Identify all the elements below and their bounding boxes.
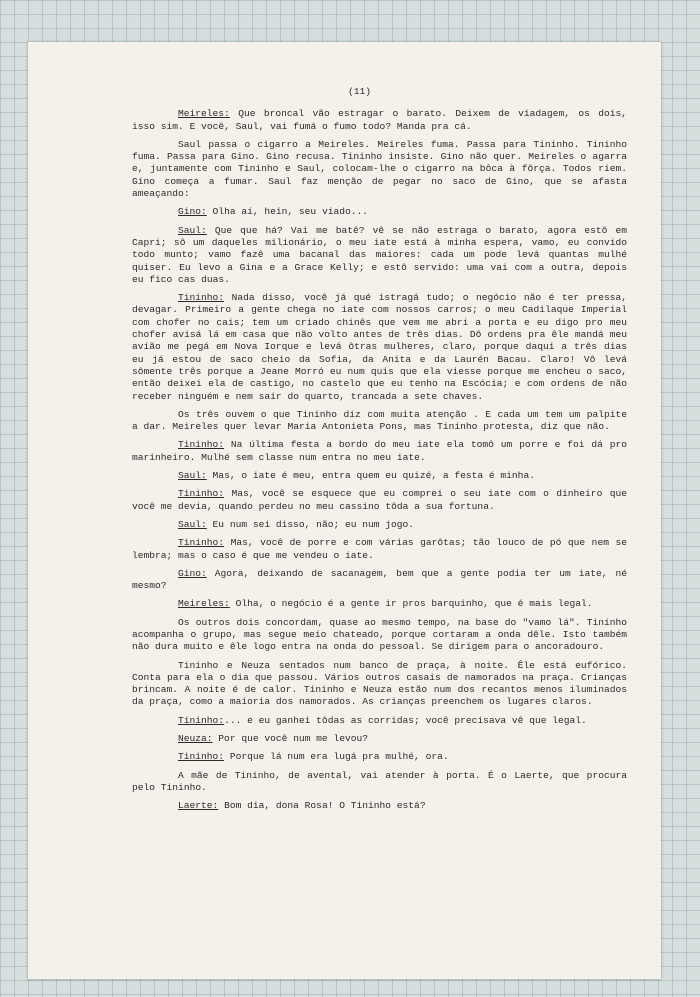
dialogue-line	[132, 568, 627, 593]
speaker-name: Meireles:	[178, 108, 230, 120]
speaker-name: Meireles:	[178, 598, 230, 610]
script-body	[132, 108, 627, 812]
dialogue-text: Agora, deixando de sacanagem, bem que a gente podia ter um iate, né mesmo?	[132, 567, 627, 592]
dialogue-text: Olha, o negócio é a gente ir pros barquinho, que é mais legal.	[229, 598, 593, 610]
dialogue-line	[132, 733, 627, 745]
dialogue-line	[132, 751, 627, 763]
speaker-name: Tininho:	[178, 537, 225, 549]
stage-direction: Saul passa o cigarro a Meireles. Meireles fuma. Passa para Tininho. Tininho fuma. Passa para Gino. Gino recusa. Tininho insiste. Gino não quer. Meireles o agarra e, juntamente com Tininho e Saul, colocam-lhe o cigarro na bôca à fôrça. Todos riem. Gino começa a fumar. Saul faz menção de pegar no saco de Gino, que se afasta ameaçando:	[132, 138, 627, 200]
speaker-name: Tininho:	[178, 714, 225, 726]
dialogue-text: Que broncal vão estragar o barato. Deixem de viadagem, os dois, isso sim. E você, Saul, vai fumá o fumo todo? Manda pra cá.	[132, 108, 627, 132]
speaker-name: Saul:	[178, 518, 207, 530]
dialogue-text: Por que você num me levou?	[212, 733, 368, 745]
dialogue-line	[132, 488, 627, 513]
speaker-name: Tininho:	[178, 439, 225, 451]
speaker-name: Neuza:	[178, 733, 213, 745]
typed-page	[28, 42, 661, 979]
speaker-name: Saul:	[178, 224, 207, 236]
dialogue-line	[132, 439, 627, 464]
stage-direction: Tininho e Neuza sentados num banco de praça, à noite. Êle está eufórico. Conta para ela o dia que passou. Vários outros casais de namorados na praça. Crianças brincam. A noite é de calor. Tininho e Neuza estão num dos recantos menos iluminados da praça, como a maioria dos namorados. As crianças preenchem os lugares claros.	[132, 659, 627, 708]
dialogue-text: Bom dia, dona Rosa! O Tininho está?	[218, 800, 426, 812]
dialogue-line	[132, 108, 627, 133]
dialogue-line	[132, 598, 627, 610]
dialogue-line	[132, 800, 627, 812]
speaker-name: Tininho:	[178, 292, 225, 304]
dialogue-text: Porque lá num era lugá pra mulhé, ora.	[224, 751, 449, 763]
dialogue-text: Mas, você de porre e com várias garôtas; tão louco de pó que nem se lembra; mas o caso é que me vendeu o iate.	[132, 537, 627, 561]
dialogue-line	[132, 225, 627, 286]
dialogue-text: Na última festa a bordo do meu iate ela tomô um porre e foi dá pro marinheiro. Mulhé sem classe num entra no meu iate.	[132, 439, 627, 463]
dialogue-text: Mas, você se esquece que eu comprei o seu iate com o dinheiro que você me devia, quando perdeu no meu cassino tôda a sua fortuna.	[132, 488, 627, 512]
dialogue-text: Eu num sei disso, não; eu num jogo.	[206, 518, 415, 530]
stage-direction: Os três ouvem o que Tininho diz com muita atenção . E cada um tem um palpite a dar. Meireles quer levar Maria Antonieta Pons, mas Tininho protesta, diz que não.	[132, 408, 627, 433]
page-number: (11)	[347, 86, 372, 97]
dialogue-text: Que que há? Vai me batê? vê se não estraga o barato, agora estô em Capri; sô um daqueles milionário, o meu iate está à minha espera, vamo, eu convido todo munto; vamo fazê uma bacanal das maiores: cada um pode levá quantas mulhé quiser. Eu levo a Gina e a Grace Kelly; e estô servido: uma vai com a outra, depois eu fico cas duas.	[132, 224, 627, 285]
stage-direction: Os outros dois concordam, quase ao mesmo tempo, na base do "vamo lá". Tininho acompanha o grupo, mas segue meio chateado, porque cortaram a onda dêle. Isto também não dura muito e êle logo entra na onda do pessoal. Se dirigem para o ancoradouro.	[132, 616, 627, 653]
dialogue-line	[132, 537, 627, 562]
speaker-name: Gino:	[178, 206, 207, 218]
speaker-name: Gino:	[178, 567, 207, 579]
dialogue-line	[132, 519, 627, 531]
dialogue-line	[132, 715, 627, 727]
speaker-name: Tininho:	[178, 751, 225, 763]
stage-direction: A mãe de Tininho, de avental, vai atender à porta. É o Laerte, que procura pelo Tininho.	[132, 769, 627, 793]
speaker-name: Tininho:	[178, 488, 225, 500]
dialogue-text: Olha aí, hein, seu viado...	[206, 206, 368, 218]
dialogue-line	[132, 292, 627, 403]
dialogue-text: Mas, o iate é meu, entra quem eu quizé, a festa é minha.	[206, 470, 535, 482]
speaker-name: Saul:	[178, 470, 207, 482]
dialogue-line	[132, 470, 627, 482]
dialogue-text: Nada disso, você já qué istragá tudo; o negócio não é ter pressa, devagar. Primeiro a gente chega no iate com nossos carros; o meu Cadilaque Imperial com chofer no cais; tem um criado chinês que vem me abri a porta e eu digo pro meu chofer avisá lá em casa que não volto antes de três dias. Dô ordens pra êle mandá meu avião me pegá em Nova Iorque e levá ôtras mulheres, claro, porque daqui a três dias eu já estou de saco cheio da Sofia, da Anita e da Laurén Bacau. Claro! Vô levá sômente três porque a Jeane Morró eu num quis que ela viesse porque me encheu o saco, então deixei ela de castigo, no castelo que eu tenho na Escócia; e com ordens de não receber ninguém e nem sair do quarto, trancada a sete chaves.	[132, 292, 627, 402]
speaker-name: Laerte:	[178, 800, 219, 812]
dialogue-text: ... e eu ganhei tôdas as corridas; você precisava vê que legal.	[224, 714, 587, 726]
dialogue-line	[132, 206, 627, 218]
